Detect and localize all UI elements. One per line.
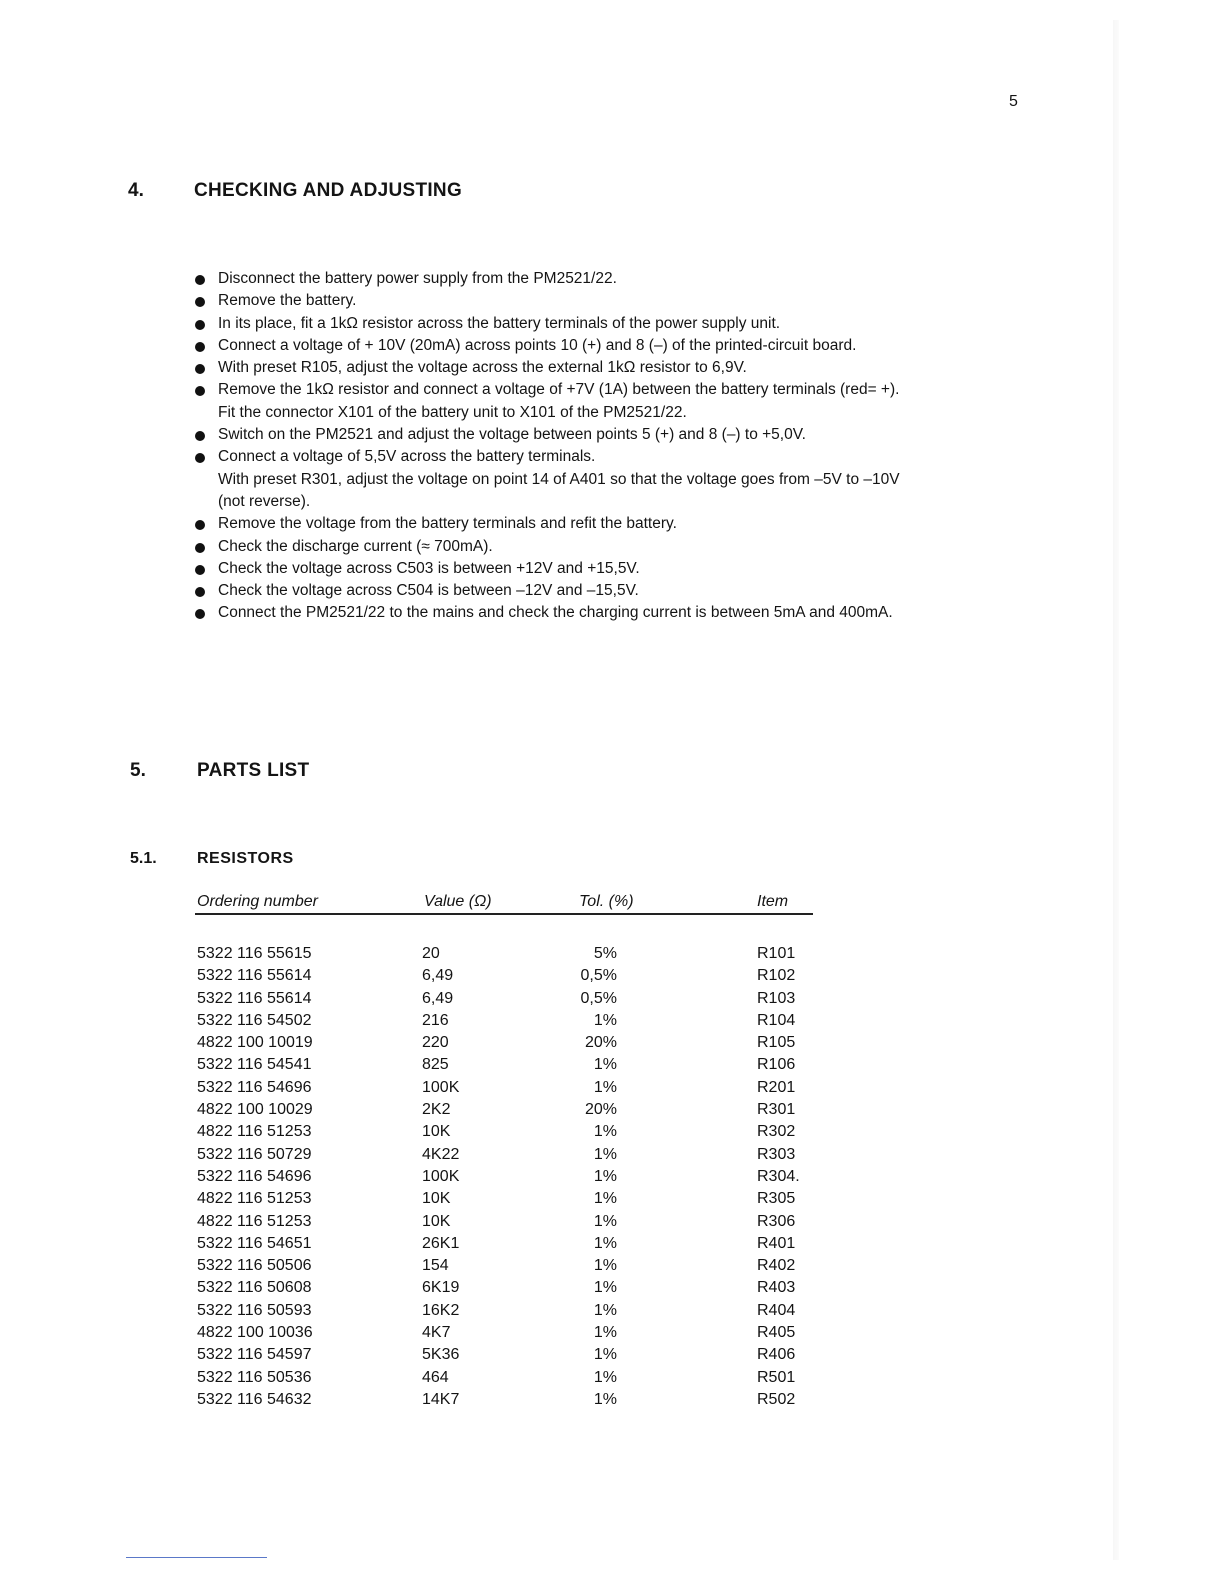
item-cell: R402 bbox=[757, 1257, 796, 1275]
value-cell: 154 bbox=[422, 1257, 449, 1275]
header-value: Value (Ω) bbox=[424, 893, 492, 910]
item-cell: R302 bbox=[757, 1123, 796, 1141]
header-tolerance: Tol. (%) bbox=[579, 893, 634, 910]
value-cell: 100K bbox=[422, 1167, 460, 1185]
ordering-number-cell: 5322 116 54541 bbox=[197, 1056, 312, 1074]
table-row bbox=[197, 945, 817, 967]
item-cell: R401 bbox=[757, 1234, 796, 1252]
resistor-table-body bbox=[197, 945, 817, 1413]
item-cell: R502 bbox=[757, 1390, 796, 1408]
ordering-number-cell: 5322 116 50536 bbox=[197, 1368, 312, 1386]
value-cell: 4K7 bbox=[422, 1324, 451, 1342]
table-row bbox=[197, 1146, 817, 1168]
item-cell: R106 bbox=[757, 1056, 796, 1074]
tolerance-cell: 20% bbox=[584, 1034, 617, 1052]
value-cell: 14K7 bbox=[422, 1390, 460, 1408]
ordering-number-cell: 4822 100 10019 bbox=[197, 1034, 313, 1052]
tolerance-cell: 1% bbox=[593, 1123, 617, 1141]
tolerance-cell: 1% bbox=[593, 1167, 617, 1185]
value-cell: 6K19 bbox=[422, 1279, 460, 1297]
table-row bbox=[197, 1101, 817, 1123]
item-cell: R105 bbox=[757, 1034, 796, 1052]
tolerance-cell: 1% bbox=[593, 1301, 617, 1319]
ordering-number-cell: 5322 116 54696 bbox=[197, 1078, 312, 1096]
table-row bbox=[197, 990, 817, 1012]
value-cell: 100K bbox=[422, 1078, 460, 1096]
section-4-number: 4. bbox=[128, 180, 144, 201]
tolerance-cell: 1% bbox=[593, 1346, 617, 1364]
item-cell: R404 bbox=[757, 1301, 796, 1319]
step-item bbox=[193, 424, 1013, 446]
step-text: (not reverse). bbox=[218, 492, 311, 510]
item-cell: R301 bbox=[757, 1101, 796, 1119]
item-cell: R101 bbox=[757, 945, 796, 962]
table-row bbox=[197, 1391, 817, 1413]
section-5-number: 5. bbox=[130, 760, 146, 781]
tolerance-cell: 1% bbox=[593, 1368, 617, 1386]
table-row bbox=[197, 1168, 817, 1190]
ordering-number-cell: 4822 116 51253 bbox=[197, 1190, 312, 1208]
step-item bbox=[193, 602, 1013, 624]
section-4-title: CHECKING AND ADJUSTING bbox=[194, 180, 463, 201]
step-text: In its place, fit a 1kΩ resistor across the battery terminals of the power supply unit. bbox=[218, 314, 781, 332]
step-text: Remove the voltage from the battery terminals and refit the battery. bbox=[218, 515, 677, 533]
ordering-number-cell: 5322 116 50506 bbox=[197, 1257, 312, 1275]
step-item bbox=[193, 513, 1013, 535]
table-row bbox=[197, 1034, 817, 1056]
header-ordering-number: Ordering number bbox=[197, 893, 318, 910]
value-cell: 6,49 bbox=[422, 967, 454, 985]
item-cell: R403 bbox=[757, 1279, 796, 1297]
ordering-number-cell: 4822 100 10036 bbox=[197, 1324, 313, 1342]
item-cell: R405 bbox=[757, 1324, 796, 1342]
tolerance-cell: 0,5% bbox=[580, 967, 617, 985]
step-item bbox=[193, 580, 1013, 602]
header-item: Item bbox=[757, 893, 789, 910]
table-row bbox=[197, 1324, 817, 1346]
tolerance-cell: 20% bbox=[584, 1101, 617, 1119]
step-text: With preset R105, adjust the voltage across the external 1kΩ resistor to 6,9V. bbox=[218, 359, 747, 377]
tolerance-cell: 1% bbox=[593, 1011, 617, 1029]
value-cell: 20 bbox=[422, 945, 440, 962]
step-text: Connect the PM2521/22 to the mains and check the charging current is between 5mA and 400mA. bbox=[218, 604, 893, 622]
step-text: Fit the connector X101 of the battery unit to X101 of the PM2521/22. bbox=[218, 403, 687, 421]
ordering-number-cell: 5322 116 50729 bbox=[197, 1145, 312, 1163]
value-cell: 216 bbox=[422, 1011, 449, 1029]
step-text: Check the voltage across C504 is between –12V and –15,5V. bbox=[218, 582, 639, 600]
item-cell: R102 bbox=[757, 967, 796, 985]
ordering-number-cell: 5322 116 54597 bbox=[197, 1346, 312, 1364]
value-cell: 825 bbox=[422, 1056, 449, 1074]
step-item bbox=[193, 536, 1013, 558]
tolerance-cell: 1% bbox=[593, 1190, 617, 1208]
step-text: Connect a voltage of + 10V (20mA) across points 10 (+) and 8 (–) of the printed-circuit board. bbox=[218, 336, 857, 354]
tolerance-cell: 1% bbox=[593, 1212, 617, 1230]
value-cell: 2K2 bbox=[422, 1101, 451, 1119]
tolerance-cell: 0,5% bbox=[580, 989, 617, 1007]
step-text: Remove the 1kΩ resistor and connect a voltage of +7V (1A) between the battery terminals (red= +). bbox=[218, 381, 900, 399]
step-item bbox=[193, 290, 1013, 312]
step-text: Disconnect the battery power supply from the PM2521/22. bbox=[218, 270, 617, 287]
ordering-number-cell: 5322 116 54502 bbox=[197, 1011, 312, 1029]
page-number: 5 bbox=[1009, 93, 1018, 110]
table-row bbox=[197, 1302, 817, 1324]
header-rule bbox=[195, 913, 813, 915]
step-text: Switch on the PM2521 and adjust the voltage between points 5 (+) and 8 (–) to +5,0V. bbox=[218, 426, 806, 444]
ordering-number-cell: 5322 116 55614 bbox=[197, 967, 312, 985]
table-row bbox=[197, 1213, 817, 1235]
tolerance-cell: 1% bbox=[593, 1234, 617, 1252]
tolerance-cell: 1% bbox=[593, 1056, 617, 1074]
step-item bbox=[193, 446, 1013, 513]
ordering-number-cell: 5322 116 55614 bbox=[197, 989, 312, 1007]
table-row bbox=[197, 1056, 817, 1078]
value-cell: 10K bbox=[422, 1190, 451, 1208]
table-row bbox=[197, 967, 817, 989]
scan-edge bbox=[1113, 20, 1119, 1560]
table-row bbox=[197, 1012, 817, 1034]
value-cell: 4K22 bbox=[422, 1145, 460, 1163]
tolerance-cell: 1% bbox=[593, 1078, 617, 1096]
table-row bbox=[197, 1346, 817, 1368]
value-cell: 6,49 bbox=[422, 989, 454, 1007]
item-cell: R306 bbox=[757, 1212, 796, 1230]
step-text: Check the voltage across C503 is between +12V and +15,5V. bbox=[218, 559, 640, 577]
value-cell: 10K bbox=[422, 1212, 451, 1230]
step-item bbox=[193, 558, 1013, 580]
step-item bbox=[193, 268, 1013, 290]
tolerance-cell: 1% bbox=[593, 1324, 617, 1342]
table-row bbox=[197, 1079, 817, 1101]
tolerance-cell: 1% bbox=[593, 1257, 617, 1275]
table-row bbox=[197, 1123, 817, 1145]
value-cell: 16K2 bbox=[422, 1301, 460, 1319]
step-text: Check the discharge current (≈ 700mA). bbox=[218, 537, 493, 555]
tolerance-cell: 1% bbox=[593, 1145, 617, 1163]
item-cell: R406 bbox=[757, 1346, 796, 1364]
tolerance-cell: 1% bbox=[593, 1279, 617, 1297]
ordering-number-cell: 5322 116 54632 bbox=[197, 1390, 312, 1408]
value-cell: 26K1 bbox=[422, 1234, 460, 1252]
table-row bbox=[197, 1369, 817, 1391]
ordering-number-cell: 4822 116 51253 bbox=[197, 1212, 312, 1230]
table-row bbox=[197, 1257, 817, 1279]
ordering-number-cell: 5322 116 50608 bbox=[197, 1279, 312, 1297]
ordering-number-cell: 5322 116 54651 bbox=[197, 1234, 312, 1252]
value-cell: 220 bbox=[422, 1034, 449, 1052]
table-row bbox=[197, 1279, 817, 1301]
item-cell: R304. bbox=[757, 1167, 800, 1185]
item-cell: R303 bbox=[757, 1145, 796, 1163]
tolerance-cell: 1% bbox=[593, 1390, 617, 1408]
item-cell: R201 bbox=[757, 1078, 796, 1096]
tolerance-cell: 5% bbox=[593, 945, 617, 962]
step-item bbox=[193, 379, 1013, 424]
ordering-number-cell: 5322 116 54696 bbox=[197, 1167, 312, 1185]
step-item bbox=[193, 357, 1013, 379]
section-5-title: PARTS LIST bbox=[197, 760, 310, 781]
item-cell: R501 bbox=[757, 1368, 796, 1386]
item-cell: R104 bbox=[757, 1011, 796, 1029]
ordering-number-cell: 4822 100 10029 bbox=[197, 1101, 313, 1119]
checking-steps-list bbox=[193, 268, 1013, 625]
ordering-number-cell: 5322 116 55615 bbox=[197, 945, 312, 962]
step-item bbox=[193, 313, 1013, 335]
ordering-number-cell: 5322 116 50593 bbox=[197, 1301, 312, 1319]
step-text: With preset R301, adjust the voltage on point 14 of A401 so that the voltage goes from –5V to –10V bbox=[218, 470, 900, 488]
table-row bbox=[197, 1190, 817, 1212]
subsection-title: RESISTORS bbox=[197, 850, 294, 867]
value-cell: 10K bbox=[422, 1123, 451, 1141]
item-cell: R305 bbox=[757, 1190, 796, 1208]
step-item bbox=[193, 335, 1013, 357]
subsection-number: 5.1. bbox=[130, 850, 157, 867]
footer-line bbox=[126, 1557, 267, 1558]
step-text: Connect a voltage of 5,5V across the battery terminals. bbox=[218, 448, 596, 466]
value-cell: 5K36 bbox=[422, 1346, 460, 1364]
item-cell: R103 bbox=[757, 989, 796, 1007]
value-cell: 464 bbox=[422, 1368, 449, 1386]
ordering-number-cell: 4822 116 51253 bbox=[197, 1123, 312, 1141]
table-row bbox=[197, 1235, 817, 1257]
step-text: Remove the battery. bbox=[218, 292, 357, 310]
